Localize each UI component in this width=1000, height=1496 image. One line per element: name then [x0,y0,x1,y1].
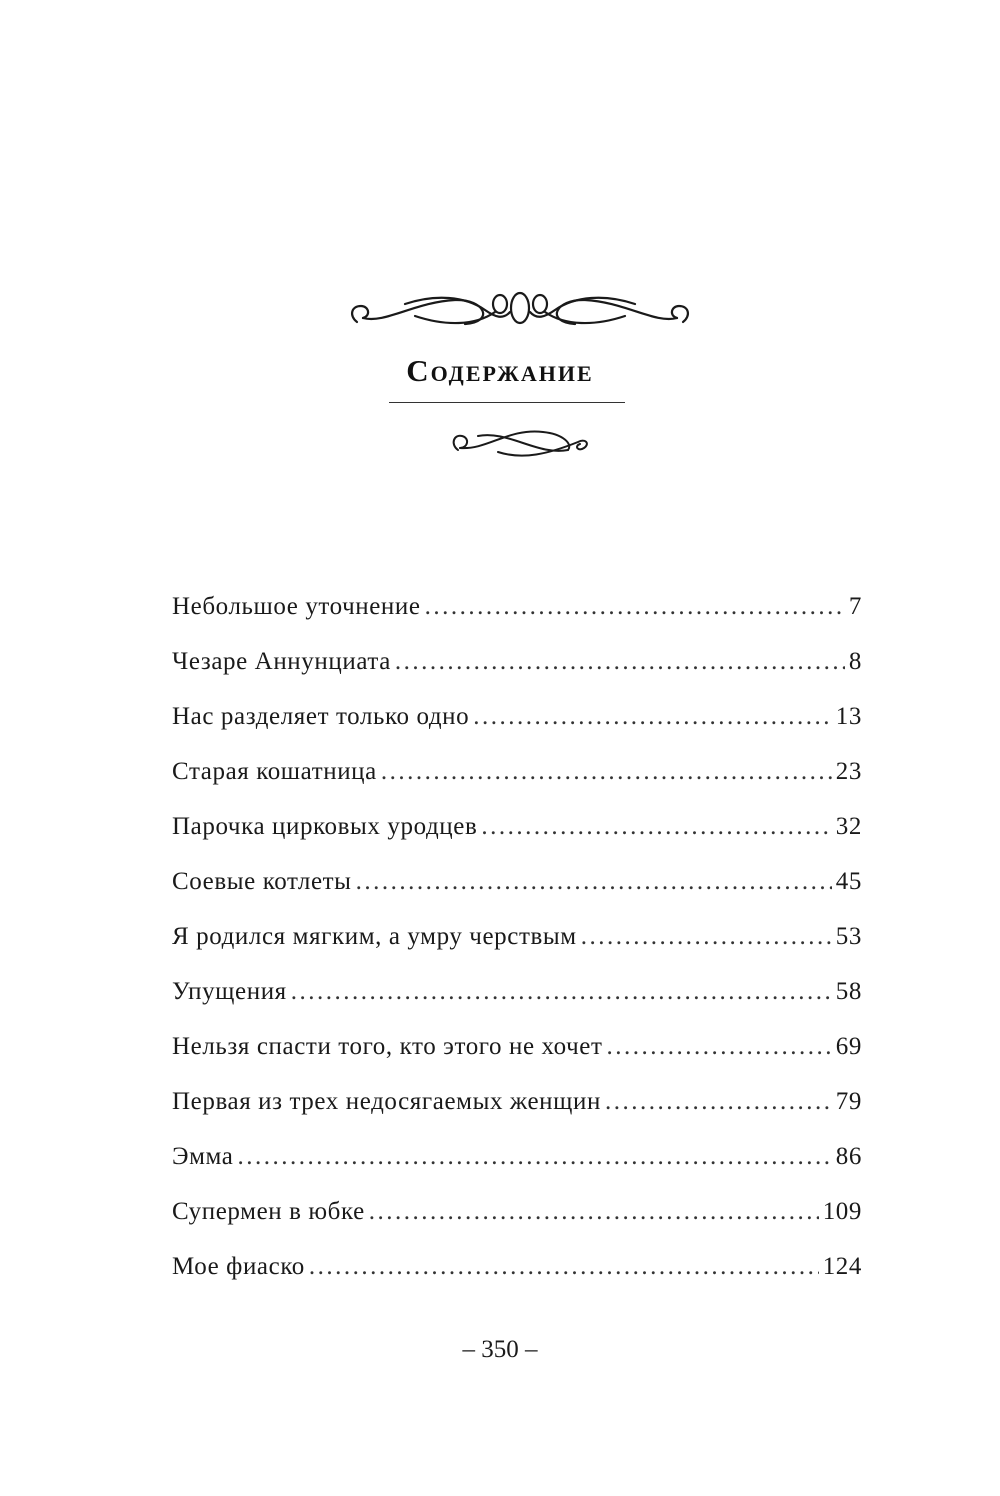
toc-entry[interactable] [172,1198,862,1253]
toc-entry-title: Первая из трех недосягаемых женщин [172,1088,601,1115]
toc-entry[interactable] [172,1088,862,1143]
page-title: Содержание [406,353,594,388]
toc-entry[interactable] [172,703,862,758]
toc-entry-title: Старая кошатница [172,758,377,785]
toc-entry[interactable] [172,593,862,648]
toc-leader-dots [481,813,831,841]
toc-entry-title: Супермен в юбке [172,1198,365,1225]
toc-leader-dots [237,1143,831,1171]
table-of-contents [172,593,862,1308]
toc-entry-page: 8 [848,648,862,675]
toc-entry-page: 13 [835,703,862,730]
toc-entry-page: 23 [835,758,862,785]
toc-leader-dots [356,868,832,896]
toc-entry-page: 7 [848,593,862,620]
toc-entry-title: Соевые котлеты [172,868,352,895]
toc-leader-dots [607,1033,832,1061]
toc-entry-title: Небольшое уточнение [172,593,421,620]
toc-leader-dots [425,593,845,621]
title-divider [389,402,625,403]
toc-leader-dots [473,703,832,731]
toc-entry-page: 32 [835,813,862,840]
toc-entry[interactable] [172,813,862,868]
flourish-ornament-top-icon [345,282,695,342]
toc-entry[interactable] [172,758,862,813]
toc-entry-page: 124 [822,1253,862,1280]
toc-leader-dots [395,648,845,676]
toc-leader-dots [581,923,832,951]
toc-leader-dots [605,1088,832,1116]
toc-entry[interactable] [172,1253,862,1308]
toc-entry-title: Нас разделяет только одно [172,703,470,730]
toc-leader-dots [369,1198,819,1226]
toc-entry[interactable] [172,1143,862,1198]
toc-entry[interactable] [172,923,862,978]
toc-entry-title: Я родился мягким, а умру черствым [172,923,577,950]
toc-entry-page: 109 [822,1198,862,1225]
toc-entry-page: 58 [835,978,862,1005]
flourish-ornament-bottom-icon [448,420,593,465]
toc-entry-page: 69 [835,1033,862,1060]
toc-entry[interactable] [172,978,862,1033]
toc-entry-page: 45 [835,868,862,895]
toc-entry[interactable] [172,1033,862,1088]
toc-entry-page: 79 [835,1088,862,1115]
toc-entry-page: 53 [835,923,862,950]
page-number: – 350 – [462,1336,538,1363]
toc-entry-title: Мое фиаско [172,1253,305,1280]
toc-leader-dots [291,978,832,1006]
toc-entry-title: Эмма [172,1143,234,1170]
toc-entry[interactable] [172,868,862,923]
toc-leader-dots [309,1253,819,1281]
toc-entry[interactable] [172,648,862,703]
toc-leader-dots [381,758,832,786]
toc-entry-title: Нельзя спасти того, кто этого не хочет [172,1033,603,1060]
toc-entry-title: Парочка цирковых уродцев [172,813,478,840]
toc-entry-page: 86 [835,1143,862,1170]
toc-entry-title: Чезаре Аннунциата [172,648,391,675]
toc-entry-title: Упущения [172,978,287,1005]
